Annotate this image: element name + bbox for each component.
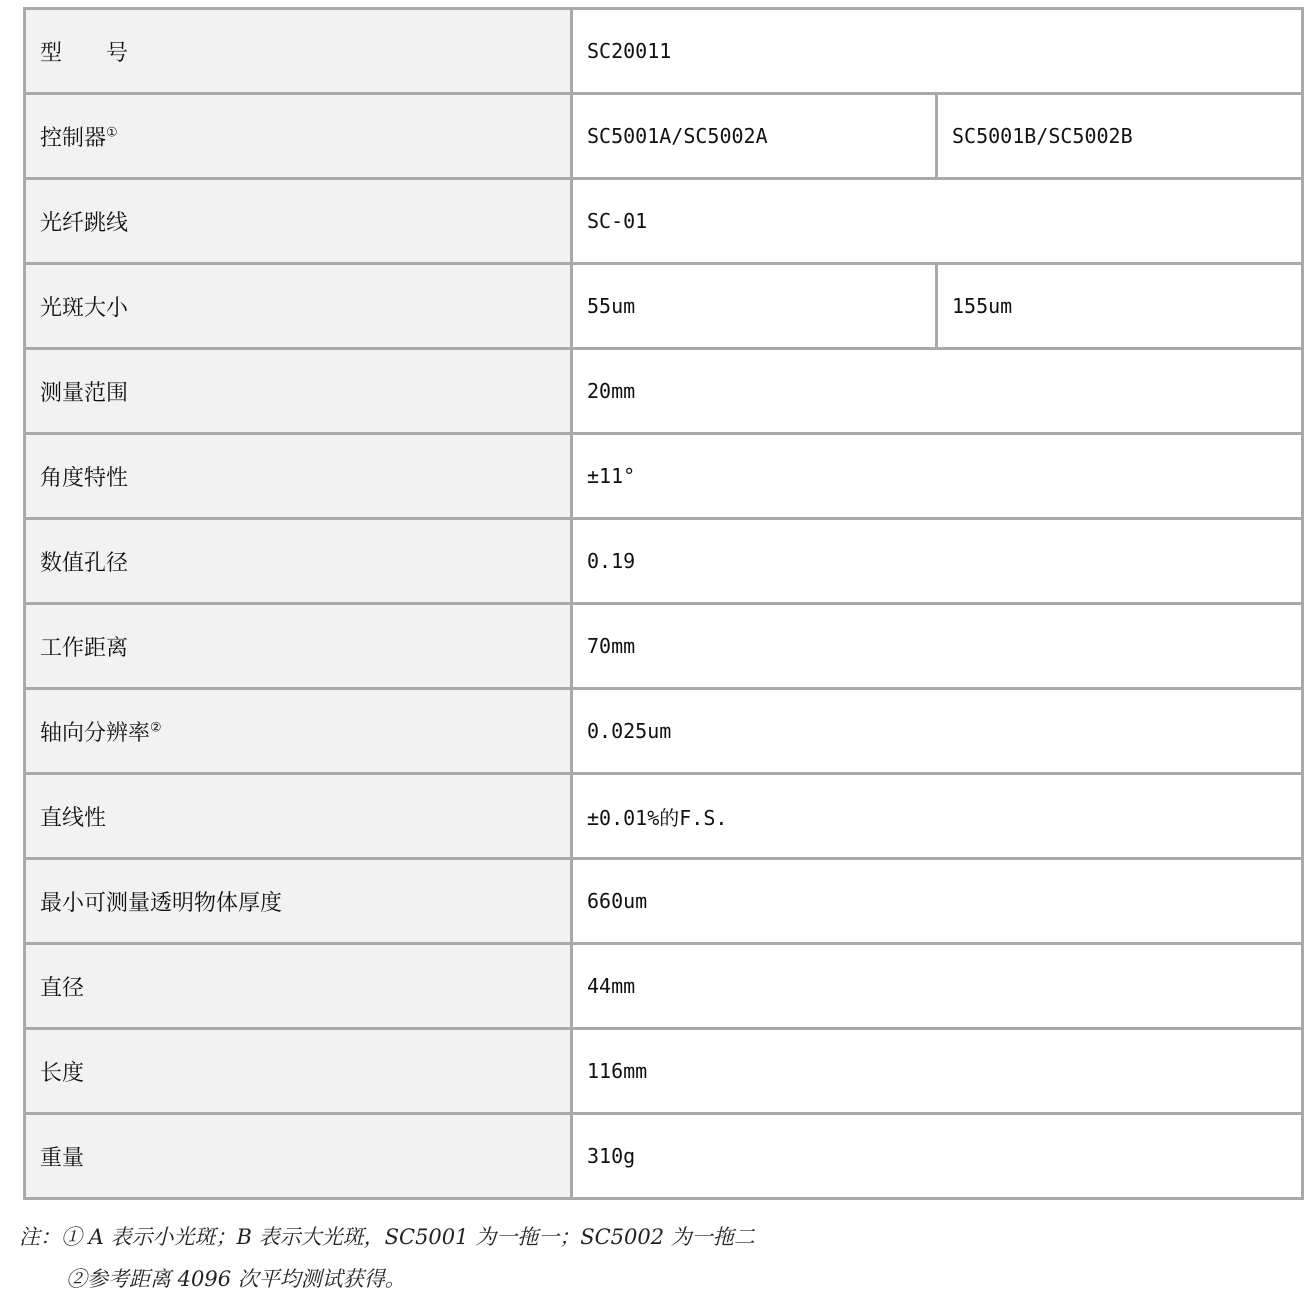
row-value-angle: ±11° bbox=[572, 434, 1303, 519]
row-label-min-thickness: 最小可测量透明物体厚度 bbox=[25, 859, 572, 944]
row-label-linearity: 直线性 bbox=[25, 774, 572, 859]
table-row bbox=[25, 349, 1303, 434]
row-value-model: SC20011 bbox=[572, 9, 1303, 94]
row-value-linearity: ±0.01%的F.S. bbox=[572, 774, 1303, 859]
footnote-1: 注：① A 表示小光斑；B 表示大光斑，SC5001 为一拖一；SC5002 为一拖二 bbox=[19, 1225, 755, 1249]
label-text: 控制器 bbox=[40, 125, 107, 151]
row-value-weight: 310g bbox=[572, 1114, 1303, 1199]
table-row bbox=[25, 689, 1303, 774]
row-value-spot-size-a: 55um bbox=[572, 264, 937, 349]
footnote-mark: ① bbox=[106, 125, 118, 141]
row-value-fiber: SC-01 bbox=[572, 179, 1303, 264]
table-row bbox=[25, 9, 1303, 94]
row-label-range: 测量范围 bbox=[25, 349, 572, 434]
row-value-diameter: 44mm bbox=[572, 944, 1303, 1029]
row-value-resolution: 0.025um bbox=[572, 689, 1303, 774]
row-label-length: 长度 bbox=[25, 1029, 572, 1114]
row-label-controller bbox=[25, 94, 572, 179]
row-label-weight: 重量 bbox=[25, 1114, 572, 1199]
row-label-fiber: 光纤跳线 bbox=[25, 179, 572, 264]
table-row bbox=[25, 604, 1303, 689]
row-value-working-distance: 70mm bbox=[572, 604, 1303, 689]
table-row bbox=[25, 264, 1303, 349]
table-row bbox=[25, 94, 1303, 179]
table-row bbox=[25, 519, 1303, 604]
row-value-controller-a: SC5001A/SC5002A bbox=[572, 94, 937, 179]
row-value-spot-size-b: 155um bbox=[937, 264, 1303, 349]
row-value-range: 20mm bbox=[572, 349, 1303, 434]
row-label-working-distance: 工作距离 bbox=[25, 604, 572, 689]
row-label-model: 型 号 bbox=[25, 9, 572, 94]
row-label-spot-size: 光斑大小 bbox=[25, 264, 572, 349]
table-row bbox=[25, 1029, 1303, 1114]
row-value-na: 0.19 bbox=[572, 519, 1303, 604]
table-row bbox=[25, 944, 1303, 1029]
row-value-controller-b: SC5001B/SC5002B bbox=[937, 94, 1303, 179]
footnotes bbox=[19, 1216, 755, 1300]
footnote-2: ②参考距离 4096 次平均测试获得。 bbox=[66, 1267, 406, 1291]
row-label-angle: 角度特性 bbox=[25, 434, 572, 519]
label-text: 轴向分辨率 bbox=[40, 720, 151, 746]
row-label-na: 数值孔径 bbox=[25, 519, 572, 604]
row-value-min-thickness: 660um bbox=[572, 859, 1303, 944]
table-row bbox=[25, 179, 1303, 264]
row-label-diameter: 直径 bbox=[25, 944, 572, 1029]
footnote-mark: ② bbox=[150, 720, 162, 736]
row-value-length: 116mm bbox=[572, 1029, 1303, 1114]
row-label-resolution bbox=[25, 689, 572, 774]
table-row bbox=[25, 859, 1303, 944]
table-row bbox=[25, 1114, 1303, 1199]
table-row bbox=[25, 434, 1303, 519]
spec-table bbox=[23, 7, 1304, 1200]
table-row bbox=[25, 774, 1303, 859]
